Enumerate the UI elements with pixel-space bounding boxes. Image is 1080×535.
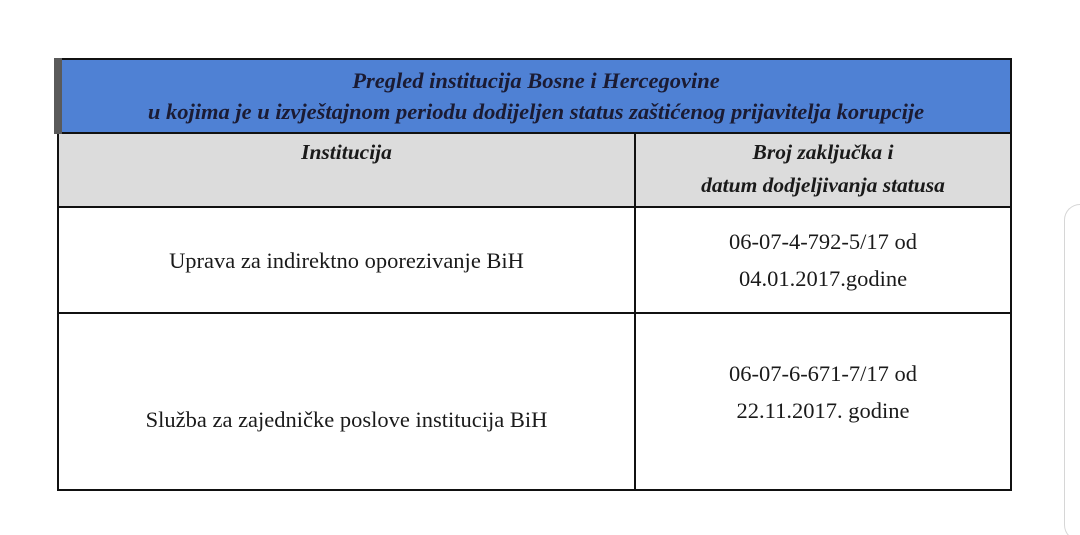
header-decision-line-1: Broj zaključka i	[752, 140, 894, 164]
decision-number: 06-07-6-671-7/17 od	[728, 360, 918, 386]
decision-cell	[635, 207, 1011, 313]
side-panel-handle[interactable]	[1064, 204, 1080, 535]
table-header-row	[58, 133, 1011, 207]
table-row	[58, 207, 1011, 313]
institution-name: Uprava za indirektno oporezivanje BiH	[169, 247, 524, 273]
institution-cell	[58, 313, 635, 490]
table-title	[58, 59, 1011, 133]
decision-number: 06-07-4-792-5/17 od	[728, 229, 918, 254]
header-decision	[635, 133, 1011, 207]
decision-date: 04.01.2017.godine	[738, 266, 908, 291]
header-institution-label: Institucija	[301, 140, 392, 164]
institution-name: Služba za zajedničke poslove institucija BiH	[145, 407, 548, 432]
table-title-line-2: u kojima je u izvještajnom periodu dodijeljen status zaštićenog prijavitelja korupcije	[147, 99, 925, 124]
institution-cell	[58, 207, 635, 313]
institutions-table	[54, 58, 1012, 491]
header-decision-line-2: datum dodjeljivanja statusa	[701, 173, 945, 197]
header-institution	[58, 133, 635, 207]
decision-cell	[635, 313, 1011, 490]
table-title-row	[58, 59, 1011, 133]
decision-date: 22.11.2017. godine	[736, 397, 910, 423]
table-title-line-1: Pregled institucija Bosne i Hercegovine	[352, 68, 720, 93]
table-row	[58, 313, 1011, 490]
